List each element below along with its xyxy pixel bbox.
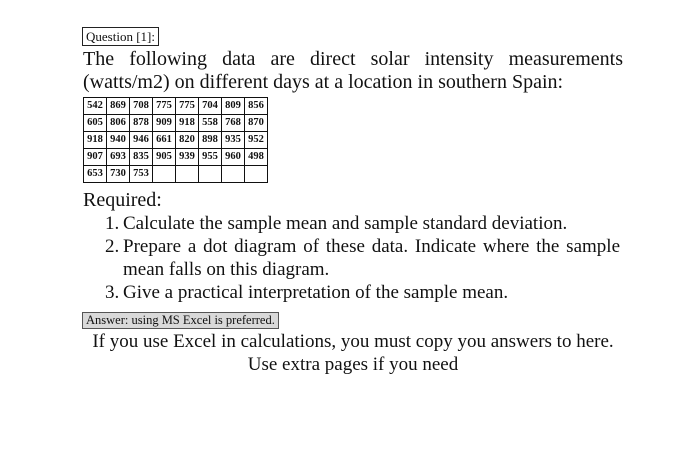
task-number: 1. xyxy=(105,213,120,234)
task-item xyxy=(105,212,620,235)
task-list xyxy=(105,212,620,304)
table-cell: 918 xyxy=(176,115,199,132)
table-cell: 870 xyxy=(245,115,268,132)
table-cell: 955 xyxy=(199,149,222,166)
table-cell: 856 xyxy=(245,98,268,115)
table-cell: 704 xyxy=(199,98,222,115)
table-cell: 809 xyxy=(222,98,245,115)
table-cell: 909 xyxy=(153,115,176,132)
table-cell xyxy=(222,166,245,183)
table-cell: 653 xyxy=(84,166,107,183)
table-cell: 905 xyxy=(153,149,176,166)
table-row xyxy=(84,98,268,115)
table-cell xyxy=(153,166,176,183)
table-cell: 898 xyxy=(199,132,222,149)
table-cell xyxy=(245,166,268,183)
question-label: Question [1]: xyxy=(82,27,159,46)
table-cell: 835 xyxy=(130,149,153,166)
table-cell: 753 xyxy=(130,166,153,183)
task-number: 3. xyxy=(105,282,120,303)
table-cell: 708 xyxy=(130,98,153,115)
table-cell: 558 xyxy=(199,115,222,132)
table-row xyxy=(84,132,268,149)
task-text: Give a practical interpretation of the sample mean. xyxy=(123,282,509,303)
extra-pages-note: Use extra pages if you need xyxy=(247,354,459,375)
table-row xyxy=(84,149,268,166)
table-cell: 661 xyxy=(153,132,176,149)
table-cell: 952 xyxy=(245,132,268,149)
table-cell: 907 xyxy=(84,149,107,166)
table-cell: 542 xyxy=(84,98,107,115)
table-row xyxy=(84,115,268,132)
measurements-table xyxy=(83,97,268,183)
task-item xyxy=(105,281,620,304)
table-cell: 878 xyxy=(130,115,153,132)
excel-note-line: If you use Excel in calculations, you must copy you answers to here. xyxy=(92,331,614,352)
task-text: Calculate the sample mean and sample standard deviation. xyxy=(123,213,568,234)
answer-note: Answer: using MS Excel is preferred. xyxy=(82,312,279,329)
excel-instructions xyxy=(83,330,623,376)
table-cell: 918 xyxy=(84,132,107,149)
table-cell: 498 xyxy=(245,149,268,166)
table-cell: 693 xyxy=(107,149,130,166)
table-cell: 775 xyxy=(153,98,176,115)
table-cell: 935 xyxy=(222,132,245,149)
table-cell: 605 xyxy=(84,115,107,132)
table-cell: 946 xyxy=(130,132,153,149)
table-cell: 768 xyxy=(222,115,245,132)
table-cell: 869 xyxy=(107,98,130,115)
question-intro: The following data are direct solar intensity measurements (watts/m2) on different days at a location in southern Spain: xyxy=(83,48,623,93)
task-text: Prepare a dot diagram of these data. Indicate where the sample mean falls on this diagram. xyxy=(123,236,620,280)
task-number: 2. xyxy=(105,236,120,257)
table-cell: 730 xyxy=(107,166,130,183)
table-cell: 939 xyxy=(176,149,199,166)
table-cell xyxy=(176,166,199,183)
table-cell: 806 xyxy=(107,115,130,132)
table-cell: 820 xyxy=(176,132,199,149)
required-heading: Required: xyxy=(83,189,162,211)
task-item xyxy=(105,235,620,281)
table-cell: 775 xyxy=(176,98,199,115)
table-cell: 960 xyxy=(222,149,245,166)
table-row xyxy=(84,166,268,183)
table-cell: 940 xyxy=(107,132,130,149)
table-cell xyxy=(199,166,222,183)
